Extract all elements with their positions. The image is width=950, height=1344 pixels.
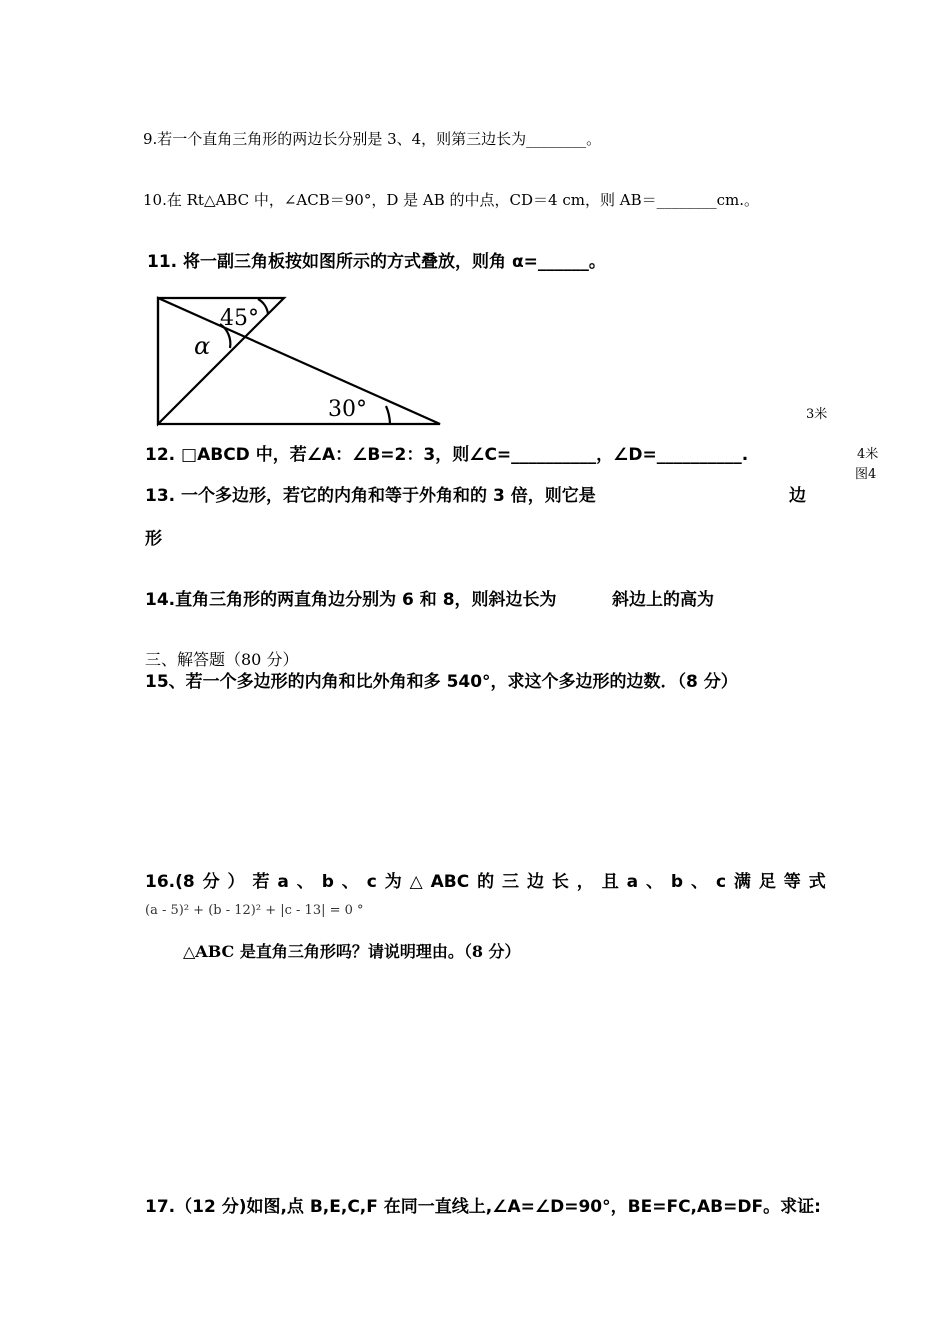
angle-45-arc — [258, 299, 268, 314]
side-label-3m: 3米 — [806, 407, 828, 422]
question-13-bian: 边 — [789, 486, 806, 506]
question-9: 9.若一个直角三角形的两边长分别是 3、4，则第三边长为________。 — [143, 130, 602, 148]
question-17: 17.（12 分)如图,点 B,E,C,F 在同一直线上,∠A=∠D=90°，BE=FC,AB=DF。求证: — [145, 1197, 821, 1217]
angle-30-label: 30° — [328, 397, 367, 422]
question-14-height: 斜边上的高为 — [612, 590, 714, 610]
question-11: 11. 将一副三角板按如图所示的方式叠放，则角 α=______。 — [147, 252, 606, 272]
question-12: 12. □ABCD 中，若∠A：∠B=2：3，则∠C=__________，∠D=__________. — [145, 445, 749, 465]
angle-45-label: 45° — [220, 306, 259, 331]
question-16-formula: (a - 5)² + (b - 12)² + |c - 13| = 0 ° — [145, 903, 364, 918]
question-14: 14.直角三角形的两直角边分别为 6 和 8，则斜边长为 — [145, 590, 557, 610]
angle-alpha-label: α — [194, 332, 211, 360]
question-10: 10.在 Rt△ABC 中，∠ACB＝90°，D 是 AB 的中点，CD＝4 cm，则 AB＝________cm.。 — [143, 191, 759, 209]
question-13: 13. 一个多边形，若它的内角和等于外角和的 3 倍，则它是 — [145, 486, 596, 506]
section-title: 三、解答题（80 分） — [145, 650, 299, 669]
side-label-figure-4: 图4 — [855, 467, 877, 482]
triangle-30 — [158, 298, 440, 424]
angle-30-arc — [386, 406, 390, 424]
triangle-ruler-figure — [150, 292, 450, 432]
question-16-prompt: △ABC 是直角三角形吗？请说明理由。（8 分） — [183, 942, 521, 961]
question-16: 16.(8 分 ） 若 a 、 b 、 c 为 △ ABC 的 三 边 长 ， 且 a 、 b 、 c 满 足 等 式 — [145, 872, 826, 892]
side-label-4m: 4米 — [857, 447, 879, 462]
question-15: 15、若一个多边形的内角和比外角和多 540°，求这个多边形的边数．（8 分） — [145, 672, 738, 692]
question-13-xing: 形 — [145, 529, 162, 549]
triangle-shapes — [158, 298, 440, 424]
